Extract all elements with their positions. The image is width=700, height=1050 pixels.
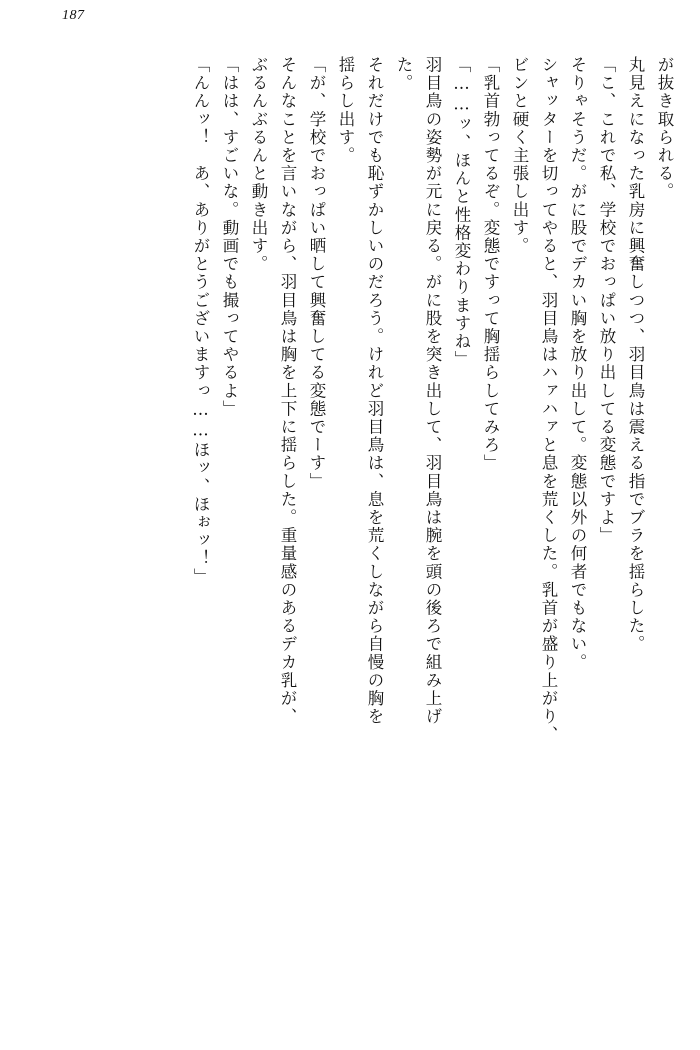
page-number: 187 (62, 8, 85, 23)
text-line: そりゃそうだ。がに股でデカい胸を放り出して。変態以外の何者でもない。 (568, 56, 587, 672)
text-line: 「はは、すごいな。動画でも撮ってやるよ」 (220, 56, 239, 418)
text-line: 「が、学校でおっぱい晒して興奮してる変態でーす」 (307, 56, 326, 491)
text-line: 「こ、これで私、学校でおっぱい放り出してる変態ですよ」 (597, 56, 616, 545)
text-line: 丸見えになった乳房に興奮しつつ、羽目鳥は震える指でブラを揺らした。 (626, 56, 645, 654)
text-line: た。 (394, 56, 413, 93)
text-line: 羽目鳥の姿勢が元に戻る。がに股を突き出して、羽目鳥は腕を頭の後ろで組み上げ (423, 56, 442, 726)
text-line: ビンと硬く主張し出す。 (510, 56, 529, 256)
vertical-text-body (28, 56, 672, 1006)
text-line: シャッターを切ってやると、羽目鳥はハァハァと息を荒くした。乳首が盛り上がり、 (539, 56, 558, 744)
text-line: 「……ッ、ほんと性格変わりますね」 (452, 56, 471, 369)
text-line: が抜き取られる。 (655, 56, 674, 201)
text-line: ぶるんぶるんと動き出す。 (249, 56, 268, 274)
text-line: 「んんッ！ あ、ありがとうございますっ……ほッ、ほぉッ！」 (191, 56, 210, 586)
text-line: 揺らし出す。 (336, 56, 355, 165)
text-line: 「乳首勃ってるぞ。変態ですって胸揺らしてみろ」 (481, 56, 500, 473)
text-line: それだけでも恥ずかしいのだろう。けれど羽目鳥は、息を荒くしながら自慢の胸を (365, 56, 384, 726)
text-line: そんなことを言いながら、羽目鳥は胸を上下に揺らした。重量感のあるデカ乳が、 (278, 56, 297, 726)
